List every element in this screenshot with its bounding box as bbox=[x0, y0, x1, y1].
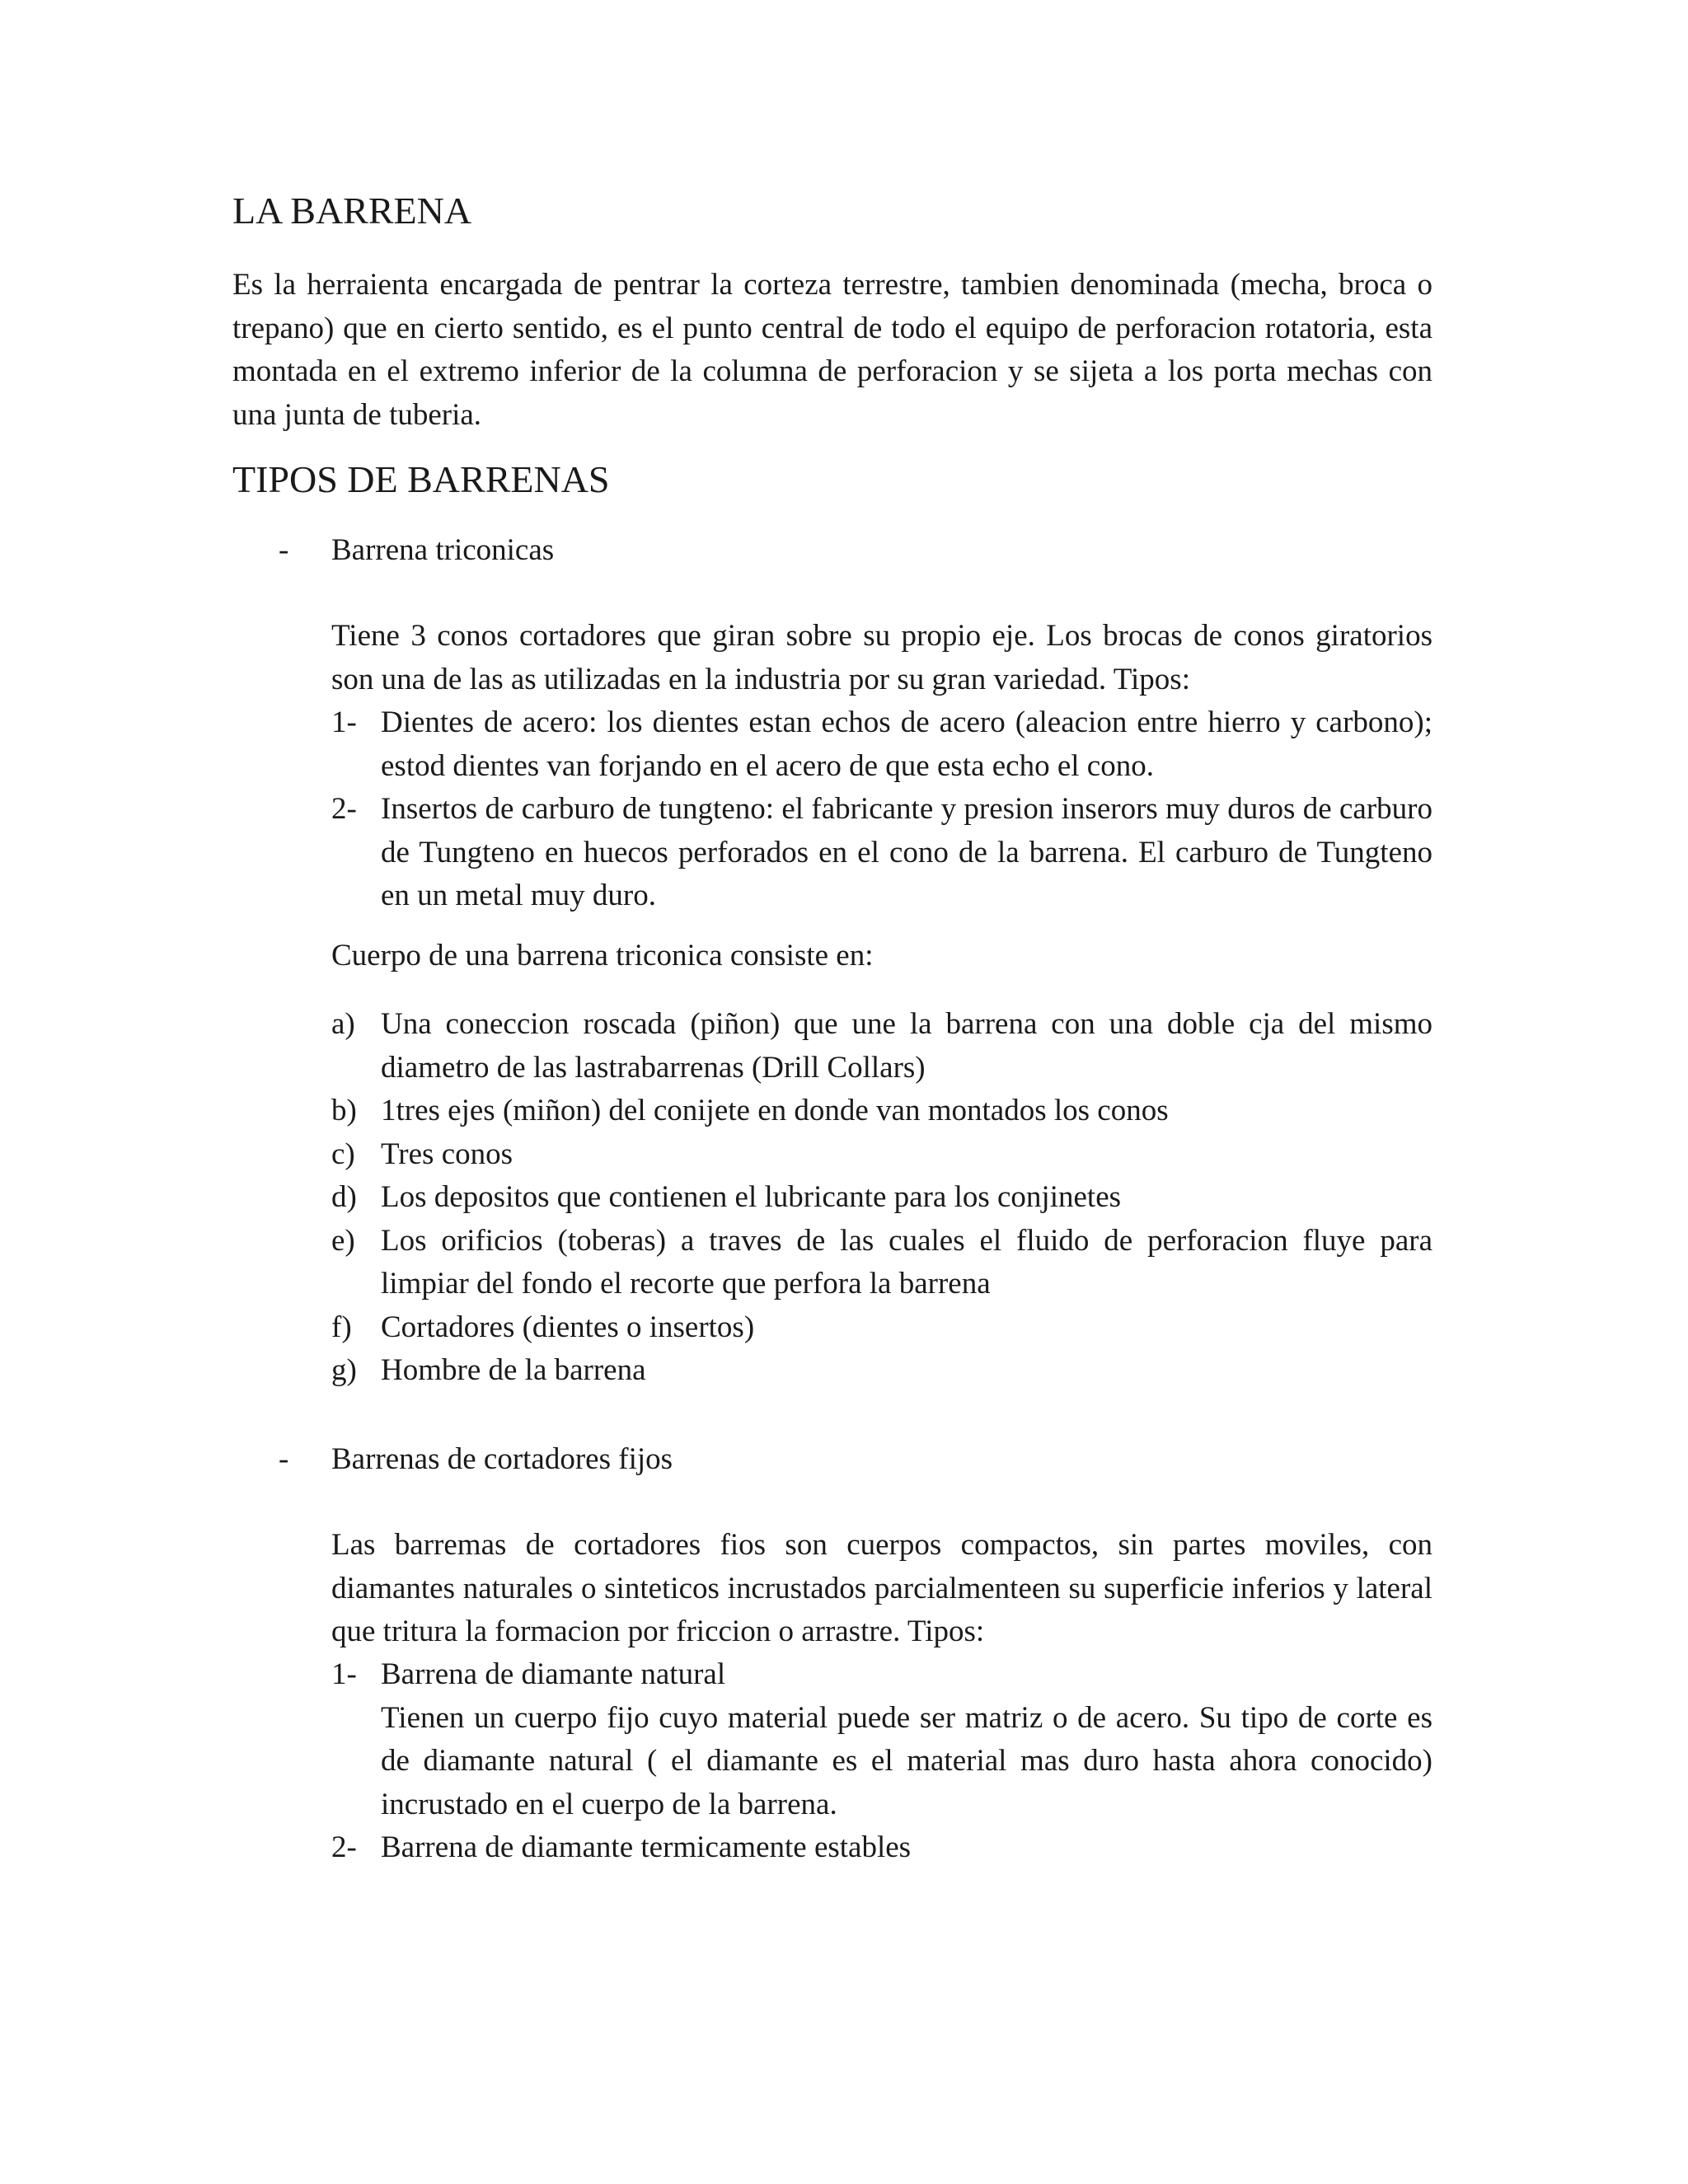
list-marker: 2- bbox=[331, 1830, 357, 1864]
list-marker: f) bbox=[331, 1310, 352, 1344]
bullet-heading-triconicas: Barrena triconicas bbox=[331, 533, 555, 567]
list-marker: g) bbox=[331, 1353, 357, 1387]
list-item-text: Una coneccion roscada (piñon) que une la barrena con una doble cja del mismo diametro de las lastrabarrenas (Drill Collars) bbox=[381, 1007, 1432, 1085]
list-item bbox=[331, 1653, 1432, 1826]
list-item-text: Tres conos bbox=[381, 1137, 513, 1171]
list-item bbox=[331, 788, 1432, 918]
list-item-text: Hombre de la barrena bbox=[381, 1353, 646, 1387]
bullet-dash: - bbox=[279, 533, 289, 567]
list-item-title: Barrena de diamante termicamente estables bbox=[381, 1830, 912, 1864]
list-marker: a) bbox=[331, 1007, 355, 1041]
list-marker: 1- bbox=[331, 705, 357, 739]
list-marker: b) bbox=[331, 1094, 357, 1127]
list-item-text: Dientes de acero: los dientes estan echos de acero (aleacion entre hierro y carbono); estod dientes van forjando en el acero de que esta echo el cono. bbox=[381, 705, 1432, 783]
list-marker: c) bbox=[331, 1137, 355, 1171]
list-item-text: Los orificios (toberas) a traves de las cuales el fluido de perforacion fluye para limpiar del fondo el recorte que perfora la barrena bbox=[381, 1223, 1432, 1301]
list-item bbox=[331, 701, 1432, 788]
list-item-text: Cortadores (dientes o insertos) bbox=[381, 1310, 755, 1344]
list-item bbox=[331, 1003, 1432, 1090]
bullet-dash: - bbox=[279, 1442, 289, 1476]
intro-paragraph: Es la herraienta encargada de pentrar la corteza terrestre, tambien denominada (mecha, broca o trepano) que en cierto sentido, es el punto central de todo el equipo de perforacion rotatoria, esta montada en el extremo inferior de la columna de perforacion y se sijeta a los porta mechas con una junta de tuberia. bbox=[232, 268, 1432, 432]
list-item bbox=[331, 1349, 1432, 1393]
body-intro: Cuerpo de una barrena triconica consiste en: bbox=[331, 939, 874, 972]
document-title: LA BARRENA bbox=[232, 190, 472, 232]
list-item bbox=[331, 1826, 1432, 1870]
list-item bbox=[331, 1220, 1432, 1306]
list-marker: e) bbox=[331, 1223, 355, 1258]
body-parts-list bbox=[331, 1003, 1432, 1393]
triconicas-types-list bbox=[331, 701, 1432, 918]
list-item-text: Tienen un cuerpo fijo cuyo material puede ser matriz o de acero. Su tipo de corte es de diamante natural ( el diamante es el material mas duro hasta ahora conocido) incrustado en el cuerpo de la barrena. bbox=[381, 1700, 1432, 1821]
list-item-text: 1tres ejes (miñon) del conijete en donde van montados los conos bbox=[381, 1094, 1169, 1127]
list-item-text: Insertos de carburo de tungteno: el fabricante y presion inserors muy duros de carburo de Tungteno en huecos perforados en el cono de la barrena. El carburo de Tungteno en un metal muy duro. bbox=[381, 792, 1432, 912]
list-marker: 1- bbox=[331, 1657, 357, 1691]
cortadores-fijos-types-list bbox=[331, 1653, 1432, 1870]
list-marker: 2- bbox=[331, 792, 357, 826]
list-marker: d) bbox=[331, 1180, 357, 1214]
list-item-title: Barrena de diamante natural bbox=[381, 1657, 726, 1691]
list-item bbox=[331, 1133, 1432, 1177]
list-item bbox=[331, 1176, 1432, 1220]
list-item bbox=[331, 1090, 1432, 1133]
cortadores-fijos-description: Las barremas de cortadores fios son cuerpos compactos, sin partes moviles, con diamantes naturales o sinteticos incrustados parcialmenteen su superficie inferios y lateral que tritura la formacion por friccion o arrastre. Tipos: bbox=[331, 1528, 1432, 1648]
section-heading-tipos: TIPOS DE BARRENAS bbox=[232, 458, 610, 500]
triconicas-description: Tiene 3 conos cortadores que giran sobre su propio eje. Los brocas de conos giratorios son una de las as utilizadas en la industria por su gran variedad. Tipos: bbox=[331, 619, 1432, 696]
list-item bbox=[331, 1306, 1432, 1350]
bullet-heading-cortadores-fijos: Barrenas de cortadores fijos bbox=[331, 1442, 673, 1476]
list-item-text: Los depositos que contienen el lubricante para los conjinetes bbox=[381, 1180, 1122, 1214]
